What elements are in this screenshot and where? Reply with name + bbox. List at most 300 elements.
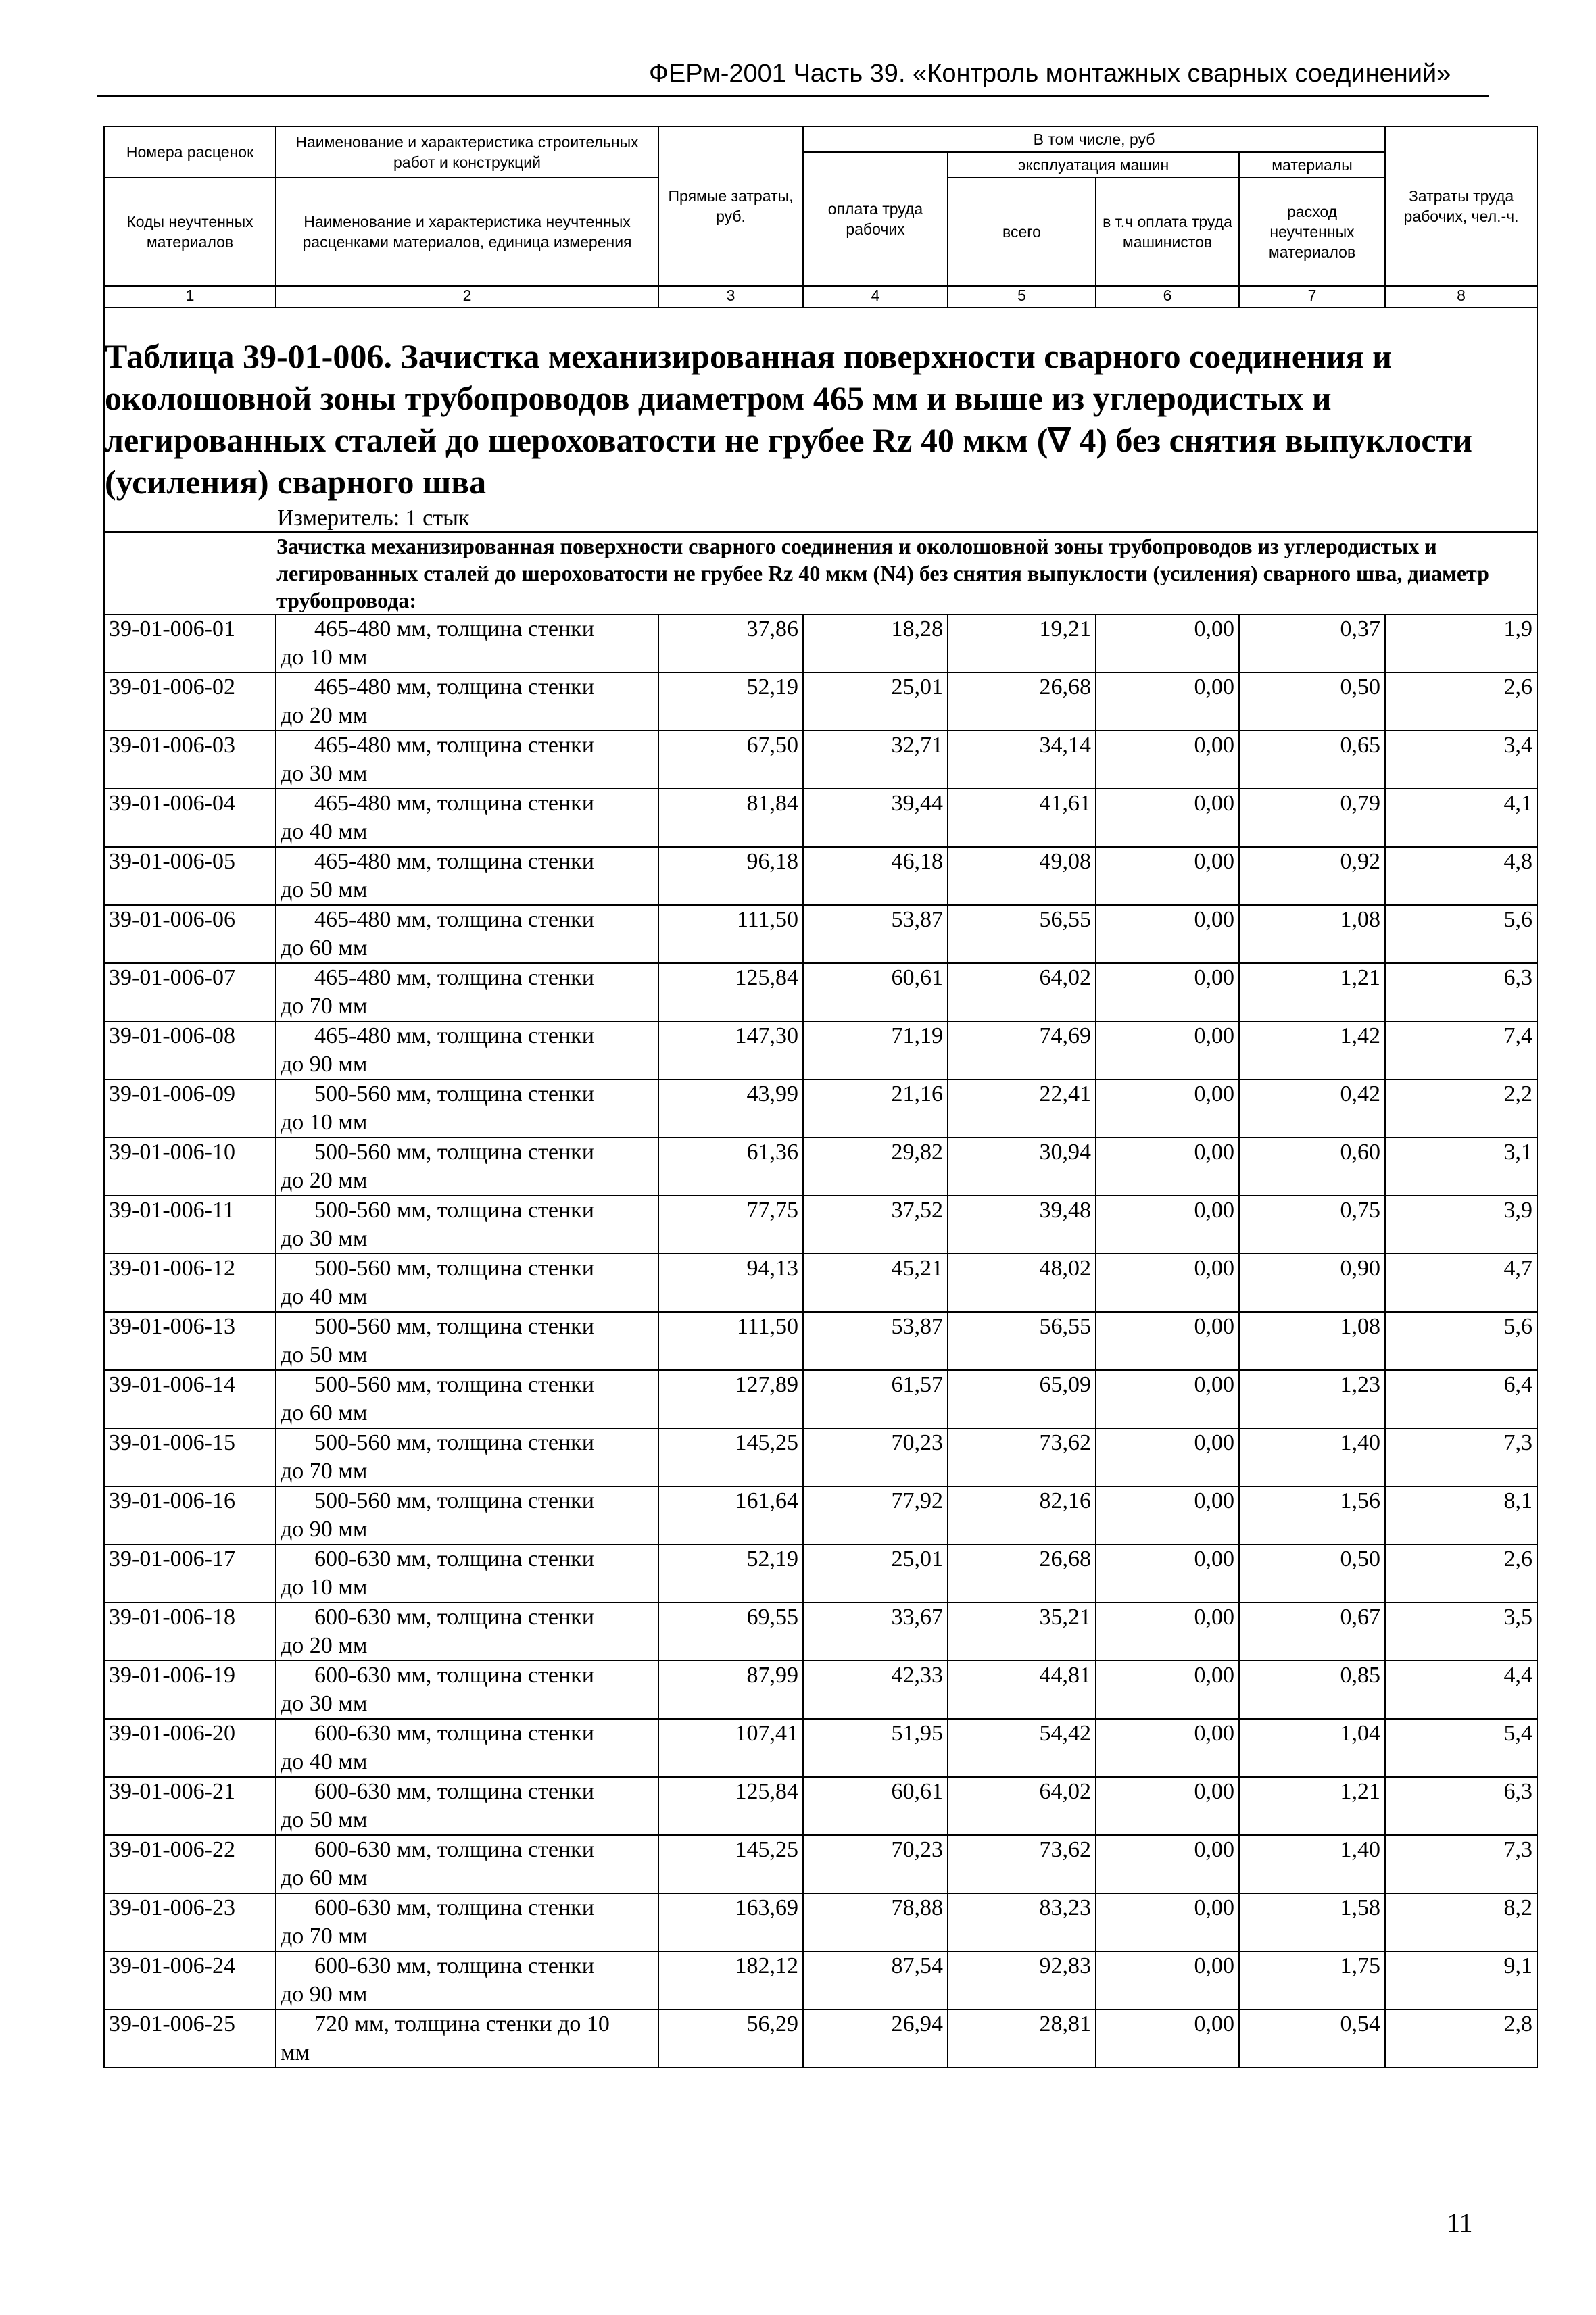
labor-hours-value: 4,4 — [1385, 1661, 1537, 1719]
machines-total-value: 92,83 — [948, 1951, 1096, 2009]
machines-total-value: 73,62 — [948, 1428, 1096, 1486]
material-use-value: 0,75 — [1239, 1196, 1385, 1254]
labor-hours-value: 5,4 — [1385, 1719, 1537, 1777]
work-description — [276, 1893, 658, 1951]
material-use-value: 1,42 — [1239, 1021, 1385, 1079]
material-use-value: 0,50 — [1239, 673, 1385, 731]
work-description — [276, 1312, 658, 1370]
table-row — [104, 1370, 1537, 1428]
col-header-machines-total: всего — [948, 178, 1096, 286]
col-header-machines: эксплуатация машин — [948, 152, 1239, 178]
operator-pay-value: 0,00 — [1096, 1079, 1239, 1138]
direct-costs-value: 56,29 — [658, 2009, 803, 2068]
rate-code: 39-01-006-17 — [104, 1544, 276, 1603]
col-header-labor-hours: Затраты труда рабочих, чел.-ч. — [1385, 126, 1537, 286]
table-row — [104, 847, 1537, 905]
description-line: 600-630 мм, толщина стенки — [314, 1663, 594, 1688]
operator-pay-value: 0,00 — [1096, 1196, 1239, 1254]
labor-hours-value: 7,3 — [1385, 1428, 1537, 1486]
material-use-value: 1,58 — [1239, 1893, 1385, 1951]
table-row — [104, 1021, 1537, 1079]
operator-pay-value: 0,00 — [1096, 847, 1239, 905]
description-line: 500-560 мм, толщина стенки — [314, 1372, 594, 1397]
labor-pay-value: 46,18 — [803, 847, 948, 905]
table-row — [104, 614, 1537, 673]
material-use-value: 0,67 — [1239, 1603, 1385, 1661]
description-line: 465-480 мм, толщина стенки — [314, 965, 594, 990]
rate-code: 39-01-006-02 — [104, 673, 276, 731]
table-row — [104, 1719, 1537, 1777]
direct-costs-value: 147,30 — [658, 1021, 803, 1079]
table-row — [104, 1196, 1537, 1254]
material-use-value: 1,75 — [1239, 1951, 1385, 2009]
direct-costs-value: 163,69 — [658, 1893, 803, 1951]
labor-pay-value: 32,71 — [803, 731, 948, 789]
rate-code: 39-01-006-18 — [104, 1603, 276, 1661]
rates-table — [103, 126, 1538, 2068]
machines-total-value: 56,55 — [948, 1312, 1096, 1370]
operator-pay-value: 0,00 — [1096, 1951, 1239, 2009]
work-description — [276, 614, 658, 673]
operator-pay-value: 0,00 — [1096, 1138, 1239, 1196]
machines-total-value: 41,61 — [948, 789, 1096, 847]
machines-total-value: 64,02 — [948, 963, 1096, 1021]
labor-hours-value: 9,1 — [1385, 1951, 1537, 2009]
description-line: 600-630 мм, толщина стенки — [314, 1721, 594, 1746]
labor-pay-value: 25,01 — [803, 673, 948, 731]
material-use-value: 1,56 — [1239, 1486, 1385, 1544]
description-line: до 70 мм — [281, 994, 368, 1019]
col-header-rate-number: Номера расценок — [104, 126, 276, 178]
col-number: 4 — [803, 286, 948, 308]
description-line: до 20 мм — [281, 1633, 368, 1658]
description-line: 465-480 мм, толщина стенки — [314, 675, 594, 700]
description-line: до 30 мм — [281, 761, 368, 786]
work-description — [276, 789, 658, 847]
work-description — [276, 1079, 658, 1138]
table-row — [104, 1254, 1537, 1312]
work-description — [276, 1021, 658, 1079]
description-line: до 90 мм — [281, 1052, 368, 1077]
description-line: 500-560 мм, толщина стенки — [314, 1140, 594, 1165]
table-row — [104, 1544, 1537, 1603]
operator-pay-value: 0,00 — [1096, 614, 1239, 673]
description-line: до 10 мм — [281, 645, 368, 670]
work-description — [276, 1486, 658, 1544]
labor-hours-value: 7,4 — [1385, 1021, 1537, 1079]
labor-pay-value: 61,57 — [803, 1370, 948, 1428]
description-line: до 70 мм — [281, 1459, 368, 1484]
description-line: до 10 мм — [281, 1575, 368, 1600]
labor-hours-value: 5,6 — [1385, 905, 1537, 963]
work-description — [276, 1196, 658, 1254]
labor-hours-value: 2,6 — [1385, 673, 1537, 731]
labor-pay-value: 51,95 — [803, 1719, 948, 1777]
table-row — [104, 2009, 1537, 2068]
material-use-value: 0,85 — [1239, 1661, 1385, 1719]
page-number: 11 — [1447, 2208, 1473, 2238]
machines-total-value: 56,55 — [948, 905, 1096, 963]
machines-total-value: 49,08 — [948, 847, 1096, 905]
labor-pay-value: 42,33 — [803, 1661, 948, 1719]
labor-hours-value: 6,4 — [1385, 1370, 1537, 1428]
col-header-material-use: расход неучтенных материалов — [1239, 178, 1385, 286]
work-description — [276, 1777, 658, 1835]
col-number: 7 — [1239, 286, 1385, 308]
rate-code: 39-01-006-15 — [104, 1428, 276, 1486]
labor-pay-value: 77,92 — [803, 1486, 948, 1544]
operator-pay-value: 0,00 — [1096, 789, 1239, 847]
labor-hours-value: 8,1 — [1385, 1486, 1537, 1544]
work-description — [276, 963, 658, 1021]
direct-costs-value: 127,89 — [658, 1370, 803, 1428]
description-line: 600-630 мм, толщина стенки — [314, 1546, 594, 1571]
col-number: 1 — [104, 286, 276, 308]
material-use-value: 1,08 — [1239, 905, 1385, 963]
labor-hours-value: 8,2 — [1385, 1893, 1537, 1951]
rate-code: 39-01-006-24 — [104, 1951, 276, 2009]
section-subtitle: Зачистка механизированная поверхности сварного соединения и околошовной зоны трубопроводов из углеродистых и легированных сталей до шероховатости не грубее Rz 40 мкм (N4) без снятия выпуклости (усиления) сварного шва, диаметр трубопровода: — [104, 532, 1537, 614]
table-row — [104, 1138, 1537, 1196]
description-line: до 90 мм — [281, 1517, 368, 1542]
description-line: 465-480 мм, толщина стенки — [314, 616, 594, 641]
labor-pay-value: 70,23 — [803, 1428, 948, 1486]
rate-code: 39-01-006-08 — [104, 1021, 276, 1079]
rate-code: 39-01-006-22 — [104, 1835, 276, 1893]
description-line: до 30 мм — [281, 1691, 368, 1716]
col-header-work-name: Наименование и характеристика строительных работ и конструкций — [276, 126, 658, 178]
operator-pay-value: 0,00 — [1096, 1835, 1239, 1893]
direct-costs-value: 67,50 — [658, 731, 803, 789]
labor-hours-value: 4,7 — [1385, 1254, 1537, 1312]
description-line: до 70 мм — [281, 1924, 368, 1949]
labor-hours-value: 3,5 — [1385, 1603, 1537, 1661]
rate-code: 39-01-006-16 — [104, 1486, 276, 1544]
rate-code: 39-01-006-06 — [104, 905, 276, 963]
labor-pay-value: 45,21 — [803, 1254, 948, 1312]
description-line: 500-560 мм, толщина стенки — [314, 1314, 594, 1339]
table-row — [104, 1777, 1537, 1835]
work-description — [276, 1544, 658, 1603]
table-row — [104, 1835, 1537, 1893]
rate-code: 39-01-006-14 — [104, 1370, 276, 1428]
machines-total-value: 19,21 — [948, 614, 1096, 673]
description-line: 500-560 мм, толщина стенки — [314, 1081, 594, 1106]
direct-costs-value: 107,41 — [658, 1719, 803, 1777]
table-row — [104, 1428, 1537, 1486]
rate-code: 39-01-006-04 — [104, 789, 276, 847]
rate-code: 39-01-006-01 — [104, 614, 276, 673]
operator-pay-value: 0,00 — [1096, 1603, 1239, 1661]
work-description — [276, 731, 658, 789]
rate-code: 39-01-006-12 — [104, 1254, 276, 1312]
labor-pay-value: 25,01 — [803, 1544, 948, 1603]
direct-costs-value: 69,55 — [658, 1603, 803, 1661]
rate-code: 39-01-006-20 — [104, 1719, 276, 1777]
description-line: 500-560 мм, толщина стенки — [314, 1198, 594, 1223]
direct-costs-value: 87,99 — [658, 1661, 803, 1719]
labor-pay-value: 70,23 — [803, 1835, 948, 1893]
labor-hours-value: 2,2 — [1385, 1079, 1537, 1138]
rate-code: 39-01-006-10 — [104, 1138, 276, 1196]
col-header-material-names: Наименование и характеристика неучтенных расценками материалов, единица измерения — [276, 178, 658, 286]
machines-total-value: 28,81 — [948, 2009, 1096, 2068]
work-description — [276, 1661, 658, 1719]
direct-costs-value: 145,25 — [658, 1428, 803, 1486]
work-description — [276, 1138, 658, 1196]
machines-total-value: 65,09 — [948, 1370, 1096, 1428]
description-line: 465-480 мм, толщина стенки — [314, 849, 594, 874]
direct-costs-value: 125,84 — [658, 1777, 803, 1835]
machines-total-value: 73,62 — [948, 1835, 1096, 1893]
description-line: до 40 мм — [281, 1284, 368, 1309]
labor-hours-value: 6,3 — [1385, 963, 1537, 1021]
rate-code: 39-01-006-11 — [104, 1196, 276, 1254]
table-row — [104, 1661, 1537, 1719]
machines-total-value: 22,41 — [948, 1079, 1096, 1138]
labor-hours-value: 3,4 — [1385, 731, 1537, 789]
description-line: до 60 мм — [281, 1400, 368, 1425]
machines-total-value: 54,42 — [948, 1719, 1096, 1777]
table-title: Таблица 39-01-006. Зачистка механизированная поверхности сварного соединения и околошовной зоны трубопроводов диаметром 465 мм и выше из углеродистых и легированных сталей до шероховатости не грубее Rz 40 мкм (∇ 4) без снятия выпуклости (усиления) сварного шва — [104, 308, 1537, 506]
labor-pay-value: 60,61 — [803, 1777, 948, 1835]
description-line: до 60 мм — [281, 935, 368, 960]
machines-total-value: 74,69 — [948, 1021, 1096, 1079]
rate-code: 39-01-006-23 — [104, 1893, 276, 1951]
description-line: до 40 мм — [281, 1749, 368, 1774]
material-use-value: 0,79 — [1239, 789, 1385, 847]
labor-hours-value: 6,3 — [1385, 1777, 1537, 1835]
description-line: мм — [281, 2040, 310, 2065]
machines-total-value: 34,14 — [948, 731, 1096, 789]
work-description — [276, 1951, 658, 2009]
col-header-operator-pay: в т.ч оплата труда машинистов — [1096, 178, 1239, 286]
material-use-value: 1,21 — [1239, 963, 1385, 1021]
description-line: до 60 мм — [281, 1866, 368, 1891]
description-line: 465-480 мм, толщина стенки — [314, 791, 594, 816]
labor-hours-value: 4,1 — [1385, 789, 1537, 847]
labor-pay-value: 18,28 — [803, 614, 948, 673]
machines-total-value: 35,21 — [948, 1603, 1096, 1661]
col-number: 3 — [658, 286, 803, 308]
material-use-value: 0,50 — [1239, 1544, 1385, 1603]
machines-total-value: 44,81 — [948, 1661, 1096, 1719]
material-use-value: 1,08 — [1239, 1312, 1385, 1370]
col-number: 5 — [948, 286, 1096, 308]
table-row — [104, 1079, 1537, 1138]
operator-pay-value: 0,00 — [1096, 1661, 1239, 1719]
table-row — [104, 905, 1537, 963]
direct-costs-value: 145,25 — [658, 1835, 803, 1893]
work-description — [276, 1370, 658, 1428]
material-use-value: 0,65 — [1239, 731, 1385, 789]
rate-code: 39-01-006-03 — [104, 731, 276, 789]
operator-pay-value: 0,00 — [1096, 1719, 1239, 1777]
work-description — [276, 1428, 658, 1486]
labor-pay-value: 60,61 — [803, 963, 948, 1021]
description-line: 600-630 мм, толщина стенки — [314, 1953, 594, 1978]
rate-code: 39-01-006-09 — [104, 1079, 276, 1138]
material-use-value: 0,37 — [1239, 614, 1385, 673]
description-line: 720 мм, толщина стенки до 10 — [314, 2012, 610, 2037]
operator-pay-value: 0,00 — [1096, 1312, 1239, 1370]
rate-code: 39-01-006-25 — [104, 2009, 276, 2068]
description-line: 600-630 мм, толщина стенки — [314, 1837, 594, 1862]
direct-costs-value: 37,86 — [658, 614, 803, 673]
description-line: до 50 мм — [281, 1342, 368, 1367]
labor-pay-value: 21,16 — [803, 1079, 948, 1138]
labor-hours-value: 2,8 — [1385, 2009, 1537, 2068]
table-row — [104, 1893, 1537, 1951]
work-description — [276, 1835, 658, 1893]
labor-pay-value: 53,87 — [803, 905, 948, 963]
machines-total-value: 39,48 — [948, 1196, 1096, 1254]
operator-pay-value: 0,00 — [1096, 1254, 1239, 1312]
direct-costs-value: 96,18 — [658, 847, 803, 905]
material-use-value: 0,54 — [1239, 2009, 1385, 2068]
work-description — [276, 1254, 658, 1312]
col-header-including: В том числе, руб — [803, 126, 1385, 152]
description-line: 500-560 мм, толщина стенки — [314, 1256, 594, 1281]
direct-costs-value: 94,13 — [658, 1254, 803, 1312]
description-line: до 20 мм — [281, 703, 368, 728]
labor-pay-value: 71,19 — [803, 1021, 948, 1079]
table-row — [104, 789, 1537, 847]
direct-costs-value: 111,50 — [658, 1312, 803, 1370]
description-line: до 10 мм — [281, 1110, 368, 1135]
direct-costs-value: 111,50 — [658, 905, 803, 963]
description-line: 500-560 мм, толщина стенки — [314, 1488, 594, 1513]
operator-pay-value: 0,00 — [1096, 673, 1239, 731]
col-number: 8 — [1385, 286, 1537, 308]
col-header-labor-pay: оплата труда рабочих — [803, 152, 948, 286]
rate-code: 39-01-006-21 — [104, 1777, 276, 1835]
description-line: до 20 мм — [281, 1168, 368, 1193]
operator-pay-value: 0,00 — [1096, 1544, 1239, 1603]
work-description — [276, 905, 658, 963]
table-row — [104, 1603, 1537, 1661]
work-description — [276, 1603, 658, 1661]
machines-total-value: 64,02 — [948, 1777, 1096, 1835]
col-header-direct-costs: Прямые затраты, руб. — [658, 126, 803, 286]
work-description — [276, 847, 658, 905]
direct-costs-value: 81,84 — [658, 789, 803, 847]
operator-pay-value: 0,00 — [1096, 1486, 1239, 1544]
labor-pay-value: 29,82 — [803, 1138, 948, 1196]
material-use-value: 0,92 — [1239, 847, 1385, 905]
labor-hours-value: 1,9 — [1385, 614, 1537, 673]
operator-pay-value: 0,00 — [1096, 2009, 1239, 2068]
labor-hours-value: 3,1 — [1385, 1138, 1537, 1196]
operator-pay-value: 0,00 — [1096, 1428, 1239, 1486]
material-use-value: 1,21 — [1239, 1777, 1385, 1835]
description-line: до 50 мм — [281, 877, 368, 902]
table-row — [104, 1951, 1537, 2009]
machines-total-value: 82,16 — [948, 1486, 1096, 1544]
labor-hours-value: 7,3 — [1385, 1835, 1537, 1893]
table-row — [104, 1312, 1537, 1370]
work-description — [276, 673, 658, 731]
machines-total-value: 26,68 — [948, 673, 1096, 731]
labor-pay-value: 39,44 — [803, 789, 948, 847]
description-line: 600-630 мм, толщина стенки — [314, 1605, 594, 1630]
description-line: 500-560 мм, толщина стенки — [314, 1430, 594, 1455]
labor-pay-value: 37,52 — [803, 1196, 948, 1254]
table-row — [104, 1486, 1537, 1544]
operator-pay-value: 0,00 — [1096, 905, 1239, 963]
col-number: 2 — [276, 286, 658, 308]
labor-hours-value: 2,6 — [1385, 1544, 1537, 1603]
machines-total-value: 30,94 — [948, 1138, 1096, 1196]
measure-unit: Измеритель: 1 стык — [104, 506, 1537, 532]
description-line: до 90 мм — [281, 1982, 368, 2007]
description-line: 600-630 мм, толщина стенки — [314, 1895, 594, 1920]
labor-pay-value: 87,54 — [803, 1951, 948, 2009]
direct-costs-value: 52,19 — [658, 1544, 803, 1603]
description-line: 465-480 мм, толщина стенки — [314, 733, 594, 758]
description-line: 465-480 мм, толщина стенки — [314, 1023, 594, 1048]
material-use-value: 1,40 — [1239, 1835, 1385, 1893]
labor-pay-value: 78,88 — [803, 1893, 948, 1951]
operator-pay-value: 0,00 — [1096, 1777, 1239, 1835]
direct-costs-value: 125,84 — [658, 963, 803, 1021]
material-use-value: 0,60 — [1239, 1138, 1385, 1196]
material-use-value: 1,40 — [1239, 1428, 1385, 1486]
direct-costs-value: 161,64 — [658, 1486, 803, 1544]
material-use-value: 0,90 — [1239, 1254, 1385, 1312]
work-description — [276, 1719, 658, 1777]
col-header-materials: материалы — [1239, 152, 1385, 178]
table-row — [104, 731, 1537, 789]
material-use-value: 0,42 — [1239, 1079, 1385, 1138]
material-use-value: 1,23 — [1239, 1370, 1385, 1428]
operator-pay-value: 0,00 — [1096, 1021, 1239, 1079]
labor-pay-value: 53,87 — [803, 1312, 948, 1370]
rate-code: 39-01-006-13 — [104, 1312, 276, 1370]
labor-hours-value: 5,6 — [1385, 1312, 1537, 1370]
labor-pay-value: 26,94 — [803, 2009, 948, 2068]
running-header: ФЕРм-2001 Часть 39. «Контроль монтажных сварных соединений» — [649, 59, 1451, 88]
direct-costs-value: 61,36 — [658, 1138, 803, 1196]
labor-pay-value: 33,67 — [803, 1603, 948, 1661]
direct-costs-value: 77,75 — [658, 1196, 803, 1254]
description-line: до 30 мм — [281, 1226, 368, 1251]
machines-total-value: 26,68 — [948, 1544, 1096, 1603]
description-line: 465-480 мм, толщина стенки — [314, 907, 594, 932]
rate-code: 39-01-006-05 — [104, 847, 276, 905]
description-line: 600-630 мм, толщина стенки — [314, 1779, 594, 1804]
description-line: до 40 мм — [281, 819, 368, 844]
operator-pay-value: 0,00 — [1096, 731, 1239, 789]
direct-costs-value: 52,19 — [658, 673, 803, 731]
direct-costs-value: 182,12 — [658, 1951, 803, 2009]
operator-pay-value: 0,00 — [1096, 1893, 1239, 1951]
direct-costs-value: 43,99 — [658, 1079, 803, 1138]
col-header-material-codes: Коды неучтенных материалов — [104, 178, 276, 286]
header-rule — [97, 95, 1489, 97]
operator-pay-value: 0,00 — [1096, 1370, 1239, 1428]
table-row — [104, 673, 1537, 731]
labor-hours-value: 3,9 — [1385, 1196, 1537, 1254]
machines-total-value: 83,23 — [948, 1893, 1096, 1951]
description-line: до 50 мм — [281, 1807, 368, 1832]
labor-hours-value: 4,8 — [1385, 847, 1537, 905]
rate-code: 39-01-006-19 — [104, 1661, 276, 1719]
work-description — [276, 2009, 658, 2068]
material-use-value: 1,04 — [1239, 1719, 1385, 1777]
operator-pay-value: 0,00 — [1096, 963, 1239, 1021]
rate-code: 39-01-006-07 — [104, 963, 276, 1021]
